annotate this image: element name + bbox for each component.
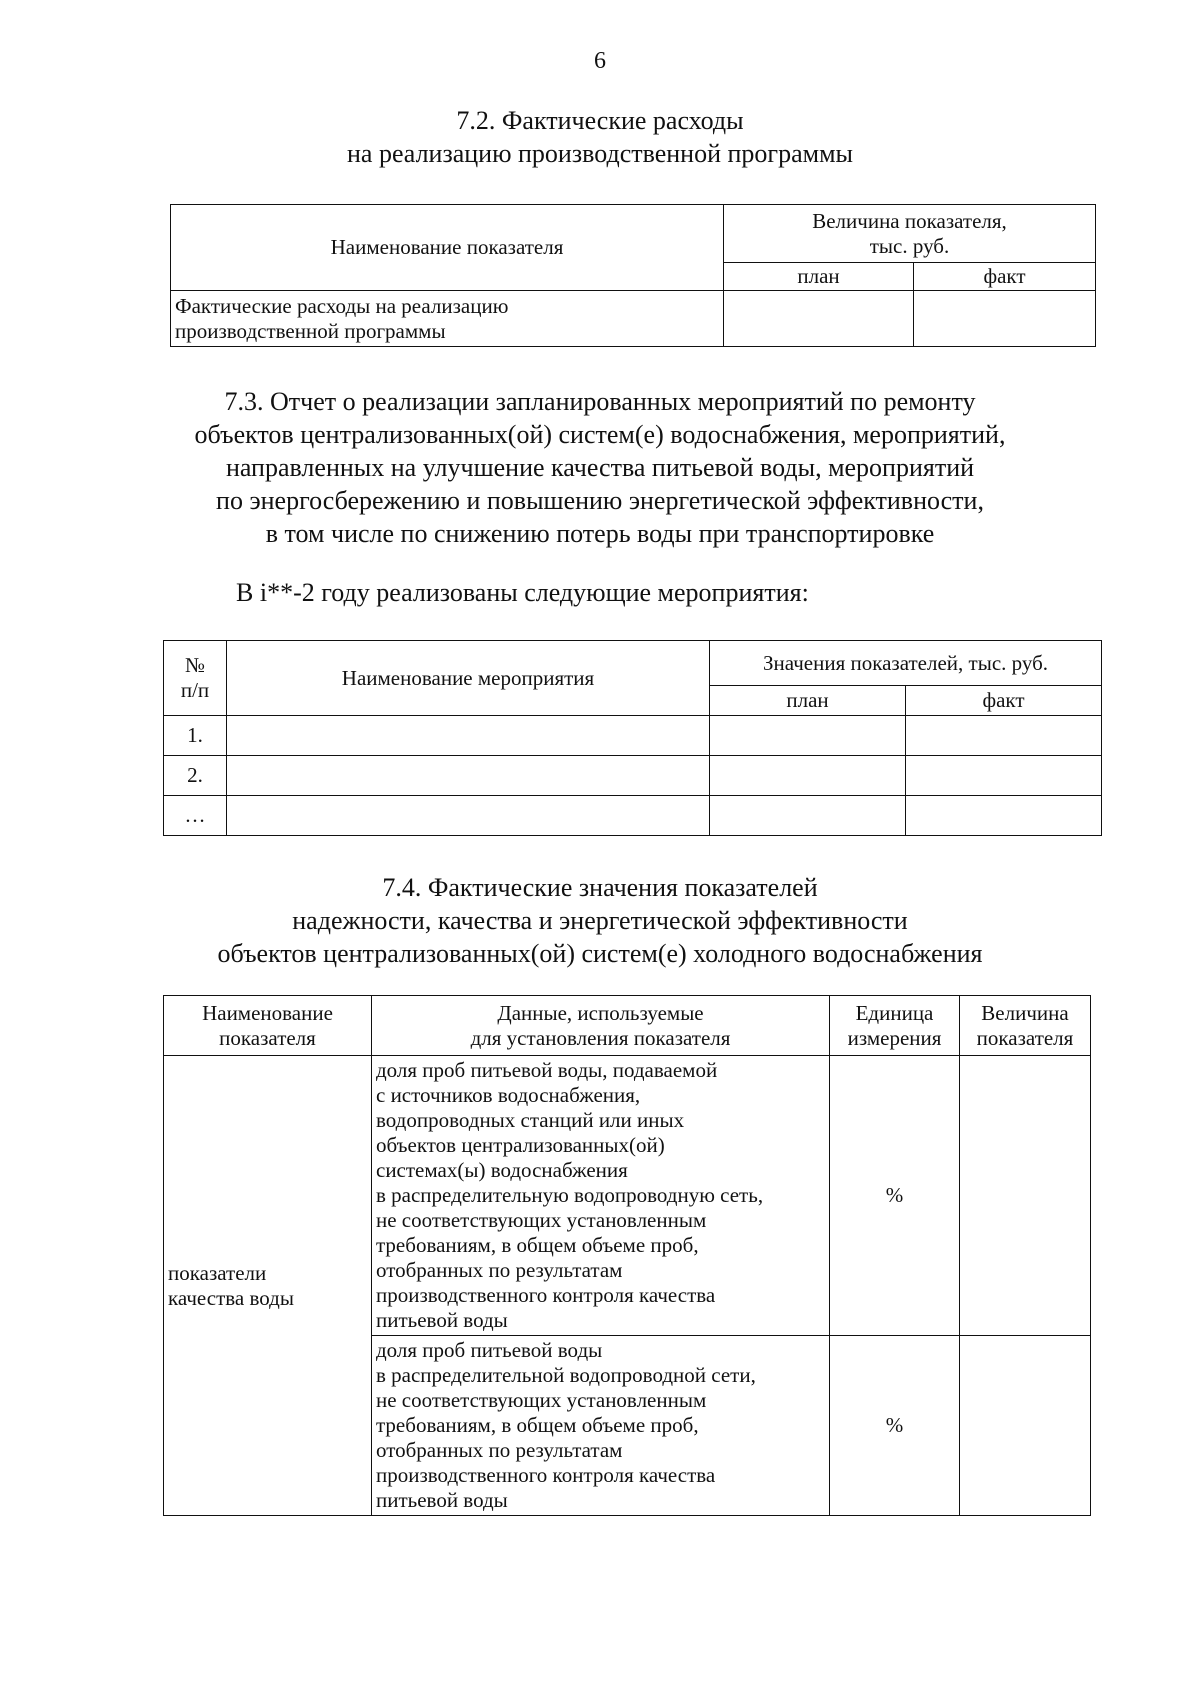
row-num: 1. xyxy=(164,716,227,756)
data-line: требованиям, в общем объеме проб, xyxy=(376,1413,699,1437)
col-num-header xyxy=(164,641,227,716)
row-num: … xyxy=(164,796,227,836)
title-line: 7.4. Фактические значения показателей xyxy=(382,873,818,902)
data-line: не соответствующих установленным xyxy=(376,1208,707,1232)
data-line: системах(ы) водоснабжения xyxy=(376,1158,628,1182)
row-plan xyxy=(710,716,906,756)
sub-header-plan: план xyxy=(710,686,906,716)
row-name-line: Фактические расходы на реализацию xyxy=(175,293,509,318)
reliability-quality-table xyxy=(163,995,1091,1516)
table-row xyxy=(164,1056,1091,1336)
data-line: объектов централизованных(ой) xyxy=(376,1133,665,1157)
header-line: показателя xyxy=(976,1025,1074,1050)
data-line: в распределительную водопроводную сеть, xyxy=(376,1183,764,1207)
sub-header-plan: план xyxy=(724,263,914,291)
group-name-cell xyxy=(164,1056,372,1516)
data-line: с источников водоснабжения, xyxy=(376,1083,641,1107)
header-line: Величина показателя, xyxy=(812,208,1007,233)
col-value-header xyxy=(724,205,1096,263)
col-data-header xyxy=(372,996,830,1056)
data-line: доля проб питьевой воды xyxy=(376,1338,603,1362)
data-line: питьевой воды xyxy=(376,1488,508,1512)
activities-intro: В i**-2 году реализованы следующие мероприятия: xyxy=(236,578,809,607)
header-line: измерения xyxy=(847,1025,942,1050)
row-name-line: производственной программы xyxy=(175,318,446,343)
row-plan-cell xyxy=(724,291,914,347)
table-row xyxy=(164,796,1102,836)
data-line: водопроводных станций или иных xyxy=(376,1108,685,1132)
row-value-cell xyxy=(960,1336,1091,1516)
row-name xyxy=(171,291,724,347)
group-name-line: показатели xyxy=(168,1260,267,1285)
title-line: 7.2. Фактические расходы xyxy=(456,106,744,135)
activities-table xyxy=(163,640,1102,836)
table-row xyxy=(164,756,1102,796)
header-line: тыс. руб. xyxy=(869,233,950,258)
expenses-table xyxy=(170,204,1096,347)
row-activity xyxy=(227,796,710,836)
sub-header-fact: факт xyxy=(906,686,1102,716)
row-num: 2. xyxy=(164,756,227,796)
col-activity-header: Наименование мероприятия xyxy=(227,641,710,716)
row-data-cell xyxy=(372,1336,830,1516)
sub-header-fact: факт xyxy=(914,263,1096,291)
title-line: объектов централизованных(ой) систем(е) холодного водоснабжения xyxy=(217,939,983,968)
row-unit-cell: % xyxy=(830,1336,960,1516)
page-number: 6 xyxy=(594,48,606,74)
header-line: № xyxy=(184,653,206,677)
data-line: производственного контроля качества xyxy=(376,1283,716,1307)
title-line: надежности, качества и энергетической эффективности xyxy=(292,906,908,935)
header-line: Единица xyxy=(855,1000,934,1025)
section-7-4-title xyxy=(0,871,1200,970)
row-fact-cell xyxy=(914,291,1096,347)
header-line: Данные, используемые xyxy=(497,1000,704,1025)
col-value-header: Значения показателей, тыс. руб. xyxy=(710,641,1102,686)
section-7-3-title xyxy=(0,385,1200,550)
table-row xyxy=(164,716,1102,756)
section-7-2-title xyxy=(0,104,1200,170)
col-name-header xyxy=(164,996,372,1056)
row-unit-cell: % xyxy=(830,1056,960,1336)
header-line: Наименование xyxy=(202,1000,333,1025)
row-fact xyxy=(906,756,1102,796)
data-line: в распределительной водопроводной сети, xyxy=(376,1363,756,1387)
data-line: требованиям, в общем объеме проб, xyxy=(376,1233,699,1257)
row-value-cell xyxy=(960,1056,1091,1336)
row-plan xyxy=(710,796,906,836)
row-plan xyxy=(710,756,906,796)
data-line: не соответствующих установленным xyxy=(376,1388,707,1412)
row-activity xyxy=(227,756,710,796)
col-unit-header xyxy=(830,996,960,1056)
data-line: отобранных по результатам xyxy=(376,1438,623,1462)
data-line: отобранных по результатам xyxy=(376,1258,623,1282)
header-line: Величина xyxy=(981,1000,1069,1025)
header-line: показателя xyxy=(219,1025,316,1050)
title-line: 7.3. Отчет о реализации запланированных мероприятий по ремонту xyxy=(224,387,976,416)
title-line: на реализацию производственной программы xyxy=(346,139,853,168)
row-fact xyxy=(906,716,1102,756)
col-value-header xyxy=(960,996,1091,1056)
data-line: питьевой воды xyxy=(376,1308,508,1332)
group-name-line: качества воды xyxy=(168,1285,294,1310)
title-line: направленных на улучшение качества питьевой воды, мероприятий xyxy=(225,453,975,482)
header-line: для установления показателя xyxy=(470,1025,731,1050)
row-data-cell xyxy=(372,1056,830,1336)
row-activity xyxy=(227,716,710,756)
data-line: производственного контроля качества xyxy=(376,1463,716,1487)
row-fact xyxy=(906,796,1102,836)
data-line: доля проб питьевой воды, подаваемой xyxy=(376,1058,718,1082)
header-line: п/п xyxy=(180,678,210,702)
col-name-header: Наименование показателя xyxy=(171,205,724,291)
title-line: по энергосбережению и повышению энергетической эффективности, xyxy=(216,486,984,515)
title-line: в том числе по снижению потерь воды при транспортировке xyxy=(265,519,935,548)
title-line: объектов централизованных(ой) систем(е) водоснабжения, мероприятий, xyxy=(194,420,1006,449)
